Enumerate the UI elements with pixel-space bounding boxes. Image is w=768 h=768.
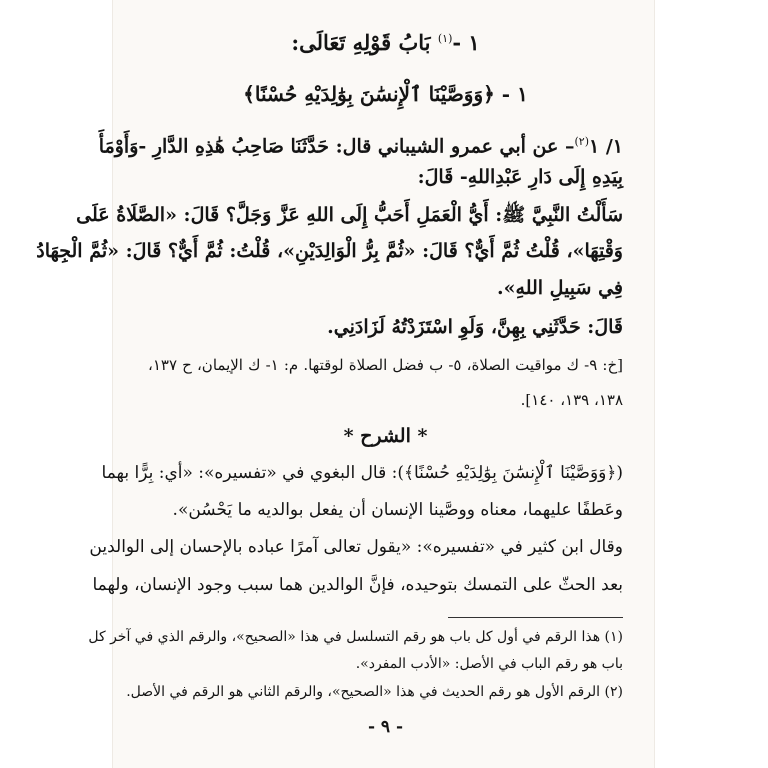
- hadith-line: سَأَلْتُ النَّبِيَّ ﷺ: أَيُّ الْعَمَلِ أَحَبُّ إِلَى اللهِ عَزَّ وَجَلَّ؟ قَالَ: «الصَّلَاةُ عَلَى: [76, 204, 623, 226]
- chapter-title: [148, 30, 623, 55]
- source-reference: ١٣٨، ١٣٩، ١٤٠].: [520, 391, 623, 409]
- hadith-text: – عن أبي عمرو الشيباني قال: حَدَّثَنَا صَاحِبُ هَٰذِهِ الدَّارِ -وَأَوْمَأَ: [98, 135, 575, 158]
- hadith-line: فِي سَبِيلِ اللهِ».: [497, 277, 623, 299]
- commentary-line: (﴿وَوَصَّيْنَا ٱلْإِنسَٰنَ بِوَٰلِدَيْهِ حُسْنًا﴾): قال البغوي في «تفسيره»: «أي: بِرًّا بهما: [101, 463, 623, 483]
- chapter-title-text: بَابُ قَوْلِهِ تَعَالَى:: [291, 30, 438, 55]
- commentary-line: بعد الحثّ على التمسك بتوحيده، فإنَّ الوالدين هما سبب وجود الإنسان، ولهما: [92, 575, 623, 595]
- commentary-title: * الشرح *: [343, 425, 428, 447]
- footnote-separator: [448, 617, 623, 618]
- footnote: (٢) الرقم الأول هو رقم الحديث في هذا «الصحيح»، والرقم الثاني هو الرقم في الأصل.: [126, 684, 623, 700]
- commentary-line: وعَطفًا عليهما، معناه ووصَّينا الإنسان أن يفعل بوالديه ما يَحْسُن».: [172, 500, 623, 520]
- book-page: [36, 0, 624, 768]
- source-reference: [خ: ٩- ك مواقيت الصلاة، ٥- ب فضل الصلاة لوقتها. م: ١- ك الإيمان، ح ١٣٧،: [148, 356, 624, 374]
- hadith-footnote-marker: (٢): [574, 135, 589, 148]
- chapter-number: ١ -: [452, 30, 480, 55]
- footnote: (١) هذا الرقم في أول كل باب هو رقم التسلسل في هذا «الصحيح»، والرقم الذي في آخر كل: [88, 629, 623, 645]
- hadith-line: قَالَ: حَدَّثَنِي بِهِنَّ، وَلَوِ اسْتَزَدْتُهُ لَزَادَنِي.: [327, 316, 623, 338]
- verse-heading: ١ - ﴿وَوَصَّيْنَا ٱلْإِنسَٰنَ بِوَٰلِدَيْهِ حُسْنًا﴾: [243, 82, 528, 106]
- footnote: باب هو رقم الباب في الأصل: «الأدب المفرد».: [355, 656, 623, 672]
- hadith-number: ١/ ١: [589, 135, 623, 158]
- hadith-line: وَقْتِهَا»، قُلْتُ ثُمَّ أَيٌّ؟ قَالَ: «ثُمَّ بِرُّ الْوَالِدَيْنِ»، قُلْتُ: ثُمَّ أَيٌّ؟ قَالَ: «ثُمَّ الْجِهَادُ: [36, 240, 623, 262]
- page-number: - ٩ -: [367, 717, 404, 737]
- hadith-line: [98, 127, 623, 158]
- commentary-line: وقال ابن كثير في «تفسيره»: «يقول تعالى آمرًا عباده بالإحسان إلى الوالدين: [89, 537, 623, 557]
- chapter-footnote-marker: (١): [437, 32, 453, 45]
- hadith-line: بِيَدِهِ إِلَى دَارِ عَبْدِاللهِ- قَالَ:: [417, 166, 623, 188]
